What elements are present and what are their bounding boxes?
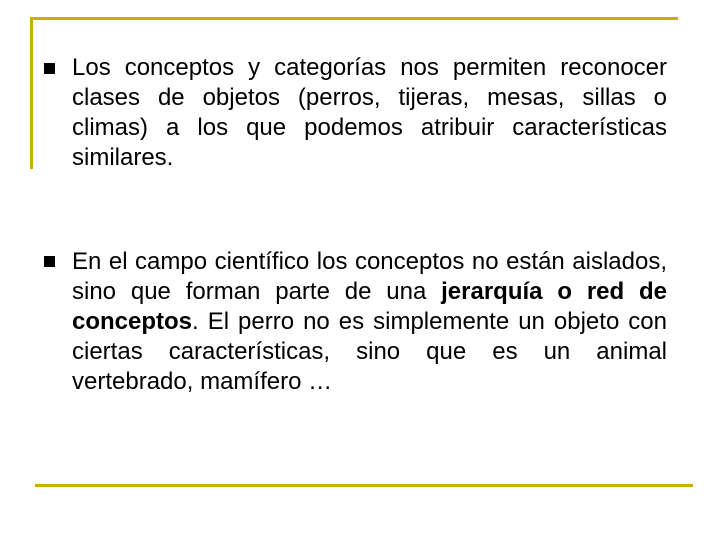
top-border-line: [30, 17, 678, 20]
bullet-text-2-end: . El perro no es simplemente un objeto con ciertas características, sino que es un animal vertebrado, mamífero …: [72, 308, 667, 395]
square-bullet-icon: [44, 256, 55, 267]
left-border-line: [30, 17, 33, 169]
bottom-border-line: [35, 484, 693, 487]
bullet-text-1: Los conceptos y categorías nos permiten reconocer clases de objetos (perros, tijeras, mesas, sillas o climas) a los que podemos atribuir características similares.: [72, 54, 667, 171]
bullet-text-2-emphasis: jerarquía o red de conceptos: [72, 278, 667, 335]
bullet-text-2: [72, 247, 667, 397]
bullet-text-2-start: En el campo científico los conceptos no están aislados, sino que forman parte de una: [72, 248, 667, 305]
square-bullet-icon: [44, 63, 55, 74]
